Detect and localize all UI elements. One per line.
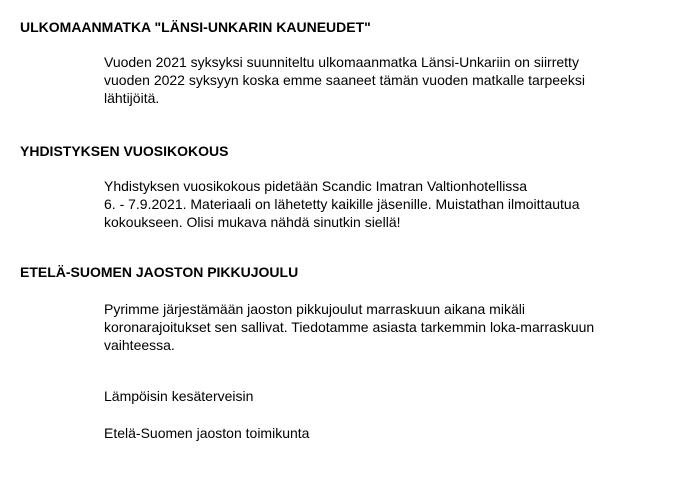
- signature-text: Etelä-Suomen jaoston toimikunta: [104, 425, 310, 441]
- section-heading-annual-meeting: YHDISTYKSEN VUOSIKOKOUS: [20, 143, 229, 159]
- section-body-annual-meeting: [104, 177, 579, 231]
- body-line: 6. - 7.9.2021. Materiaali on lähetetty kaikille jäsenille. Muistathan ilmoittautua: [104, 196, 580, 212]
- section-heading-trip: ULKOMAANMATKA "LÄNSI-UNKARIN KAUNEUDET": [20, 19, 371, 35]
- closing-signature: [104, 424, 309, 442]
- greeting-text: Lämpöisin kesäterveisin: [104, 388, 254, 404]
- body-line: lähtijöitä.: [104, 90, 160, 106]
- body-line: vuoden 2022 syksyyn koska emme saaneet tämän vuoden matkalle tarpeeksi: [104, 72, 585, 88]
- body-line: Vuoden 2021 syksyksi suunniteltu ulkomaanmatka Länsi-Unkariin on siirretty: [104, 54, 579, 70]
- body-line: koronarajoitukset sen sallivat. Tiedotamme asiasta tarkemmin loka-marraskuun: [104, 319, 595, 335]
- section-heading-christmas-party: ETELÄ-SUOMEN JAOSTON PIKKUJOULU: [20, 264, 299, 280]
- body-line: Yhdistyksen vuosikokous pidetään Scandic Imatran Valtionhotellissa: [104, 178, 528, 194]
- section-body-trip: [104, 53, 585, 107]
- body-line: vaihteessa.: [104, 337, 175, 353]
- body-line: kokoukseen. Olisi mukava nähdä sinutkin siellä!: [104, 214, 401, 230]
- body-line: Pyrimme järjestämään jaoston pikkujoulut marraskuun aikana mikäli: [104, 301, 525, 317]
- section-body-christmas-party: [104, 300, 594, 354]
- closing-greeting: [104, 387, 253, 405]
